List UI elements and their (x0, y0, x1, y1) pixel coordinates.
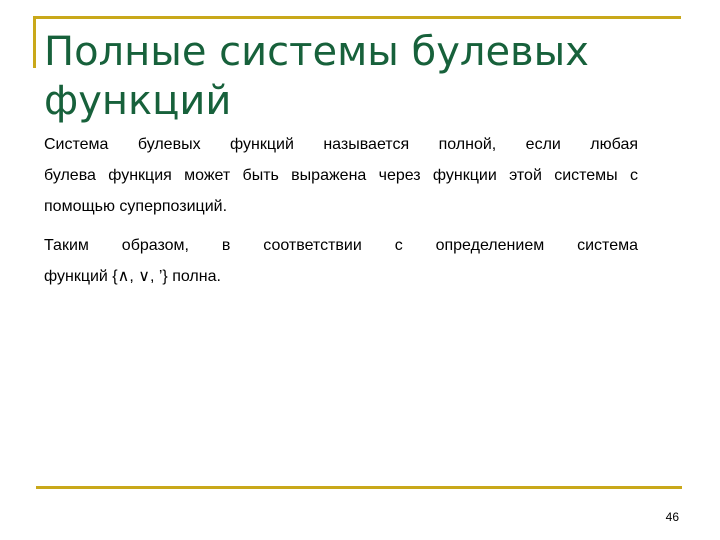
paragraph-conclusion (44, 230, 638, 292)
paragraph-definition (44, 129, 638, 222)
bottom-divider (36, 486, 682, 489)
slide-body (44, 129, 638, 300)
top-divider (33, 16, 681, 19)
left-accent-bar (33, 16, 36, 68)
paragraph-conclusion-rest: функций {∧, ∨, ’} полна. (44, 268, 221, 285)
paragraph-definition-rest: булева функция может быть выражена через функции этой системы с помощью суперпозиций. (44, 167, 638, 215)
slide-title: Полные системы булевых функций (44, 29, 589, 124)
paragraph-conclusion-first-line: Таким образом, в соответствии с определением система (44, 237, 638, 254)
paragraph-definition-first-line: Система булевых функций называется полной, если любая (44, 136, 638, 153)
page-number: 46 (665, 510, 679, 524)
